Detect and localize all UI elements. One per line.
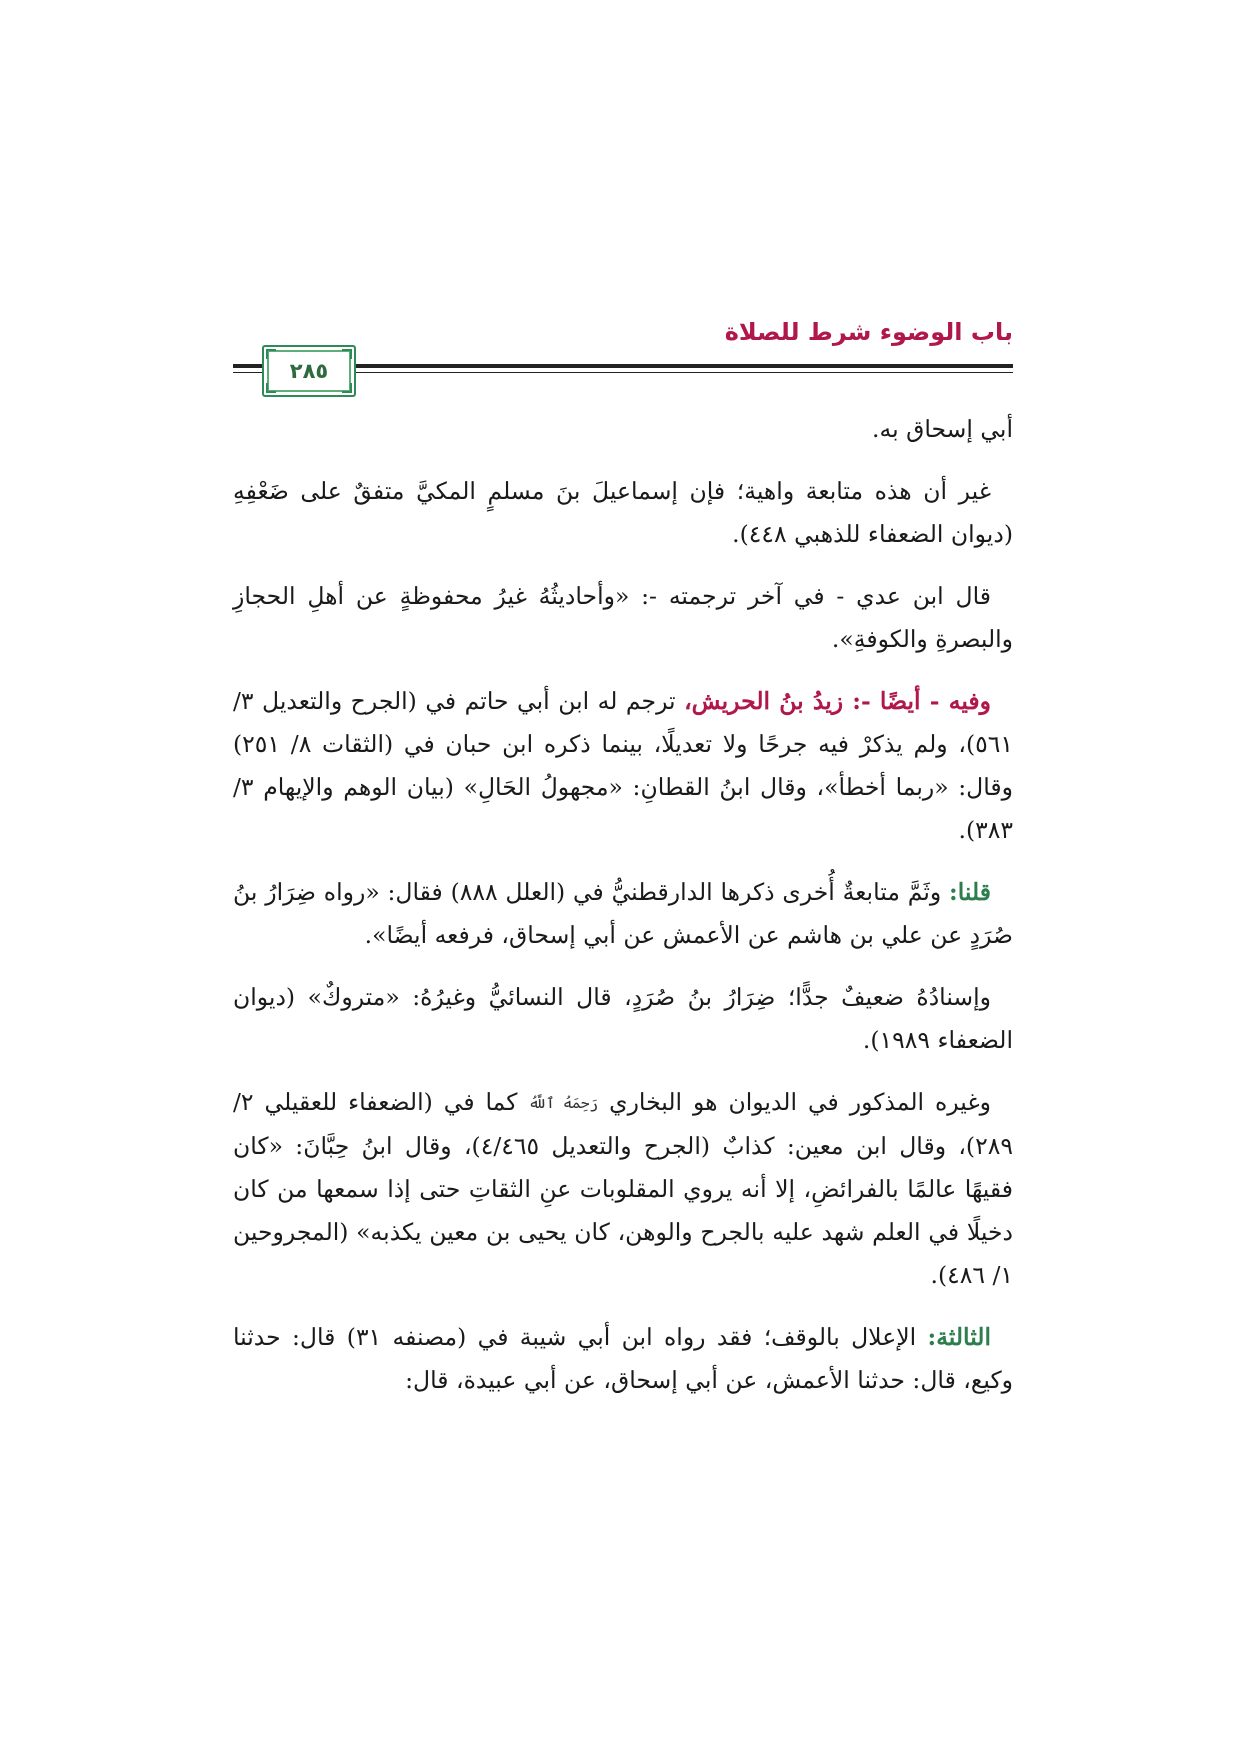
running-title: باب الوضوء شرط للصلاة bbox=[724, 318, 1013, 346]
paragraph-text: أبي إسحاق به. bbox=[872, 415, 1013, 443]
page-body bbox=[233, 408, 1013, 1421]
paragraph bbox=[233, 575, 1013, 661]
paragraph-text: وثَمَّ متابعةٌ أُخرى ذكرها الدارقطنيُّ في (العلل ٨٨٨) فقال: «رواه ضِرَارُ بنُ صُرَدٍ عن علي بن هاشم عن الأعمش عن أبي إسحاق، فرفعه أيضًا». bbox=[233, 878, 1013, 949]
paragraph-text: وغيره المذكور في الديوان هو البخاري bbox=[598, 1088, 991, 1116]
ornament-corner bbox=[342, 349, 352, 359]
paragraph-text: الإعلال بالوقف؛ فقد رواه ابن أبي شيبة في (مصنفه ٣١) قال: حدثنا وكيع، قال: حدثنا الأعمش، عن أبي إسحاق، عن أبي عبيدة، قال: bbox=[233, 1323, 1013, 1394]
paragraph bbox=[233, 1316, 1013, 1402]
paragraph-text: غير أن هذه متابعة واهية؛ فإن إسماعيلَ بنَ مسلمٍ المكيَّ متفقٌ على ضَعْفِهِ (ديوان الضعفاء للذهبي ٤٤٨). bbox=[233, 477, 1013, 548]
ornament-corner bbox=[342, 383, 352, 393]
paragraph-text: كما في (الضعفاء للعقيلي ٢/ ٢٨٩)، وقال ابن معين: كذابٌ (الجرح والتعديل ٤/٤٦٥)، وقال ابنُ حِبَّانَ: «كان فقيهًا عالمًا بالفرائضِ، إلا أنه يروي المقلوبات عنِ الثقاتِ حتى إذا سمعها من كان دخيلًا في العلم شهد عليه بالجرح والوهن، كان يحيى بن معين يكذبه» (المجروحين ١/ ٤٨٦). bbox=[233, 1088, 1013, 1289]
paragraph-text: قال ابن عدي - في آخر ترجمته -: «وأحاديثُهُ غيرُ محفوظةٍ عن أهلِ الحجازِ والبصرةِ والكوفةِ». bbox=[233, 582, 1013, 653]
paragraph-text: وإسنادُهُ ضعيفٌ جدًّا؛ ضِرَارُ بنُ صُرَدٍ، قال النسائيُّ وغيرُهُ: «متروكٌ» (ديوان الضعفاء ١٩٨٩). bbox=[233, 983, 1013, 1054]
narrator-name-highlight: وفيه - أيضًا -: زيدُ بنُ الحريش، bbox=[684, 687, 991, 715]
third-point-label: الثالثة: bbox=[927, 1323, 991, 1351]
paragraph bbox=[233, 976, 1013, 1062]
paragraph bbox=[233, 1081, 1013, 1297]
ornament-corner bbox=[266, 383, 276, 393]
honorific-glyph: رَحِمَهُ ٱللَّهُ bbox=[528, 1094, 599, 1112]
paragraph bbox=[233, 680, 1013, 852]
paragraph bbox=[233, 470, 1013, 556]
page-number-badge bbox=[262, 345, 356, 397]
ornament-corner bbox=[266, 349, 276, 359]
paragraph-text: ترجم له ابن أبي حاتم في (الجرح والتعديل ٣/ ٥٦١)، ولم يذكرْ فيه جرحًا ولا تعديلًا، بينما ذكره ابن حبان في (الثقات ٨/ ٢٥١) وقال: «ربما أخطأ»، وقال ابنُ القطانِ: «مجهولُ الحَالِ» (بيان الوهم والإيهام ٣/ ٣٨٣). bbox=[233, 687, 1013, 844]
page-number: ٢٨٥ bbox=[289, 359, 329, 383]
paragraph bbox=[233, 408, 1013, 451]
paragraph bbox=[233, 871, 1013, 957]
qulna-label: قلنا: bbox=[949, 878, 991, 906]
page-header bbox=[233, 318, 1013, 384]
